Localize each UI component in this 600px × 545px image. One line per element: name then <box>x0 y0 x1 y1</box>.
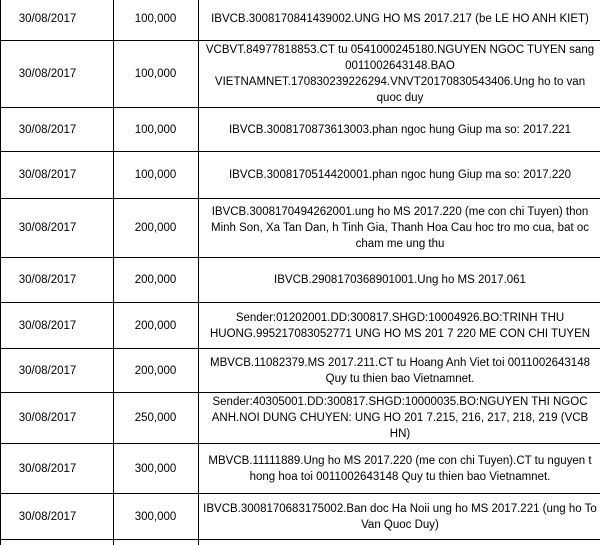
amount-cell: 200,000 <box>114 349 199 393</box>
date-cell <box>1 540 114 545</box>
amount-cell: 100,000 <box>114 108 199 152</box>
description-cell: IBVCB.3008170514420001.phan ngoc hung Giup ma so: 2017.220 <box>199 152 600 199</box>
description-cell: IBVCB.2908170368901001.Ung ho MS 2017.061 <box>199 258 600 303</box>
description-cell: VCBVT.84977818853.CT tu 0541000245180.NGUYEN NGOC TUYEN sang 0011002643148.BAO VIETNAMNET.170830239226294.VNVT20170830543406.Ung ho to van quoc duy <box>199 41 600 108</box>
date-cell: 30/08/2017 <box>1 494 114 540</box>
table-row <box>1 108 600 152</box>
table-row <box>1 199 600 258</box>
description-cell: MBVCB.11082379.MS 2017.211.CT tu Hoang Anh Viet toi 0011002643148 Quy tu thien bao Vietnamnet. <box>199 349 600 393</box>
table-row <box>1 393 600 444</box>
date-cell: 30/08/2017 <box>1 199 114 258</box>
description-cell: Sender:40305001.DD:300817.SHGD:10000035.BO:NGUYEN THI NGOC ANH.NOI DUNG CHUYEN: UNG HO 201 7.215, 216, 217, 218, 219 (VCB HN) <box>199 393 600 444</box>
table-row <box>1 444 600 494</box>
amount-cell: 100,000 <box>114 41 199 108</box>
amount-cell: 250,000 <box>114 393 199 444</box>
amount-cell: 300,000 <box>114 444 199 494</box>
date-cell: 30/08/2017 <box>1 393 114 444</box>
table-row-partial <box>1 540 600 545</box>
table-row <box>1 258 600 303</box>
date-cell: 30/08/2017 <box>1 152 114 199</box>
date-cell: 30/08/2017 <box>1 41 114 108</box>
table-row <box>1 303 600 349</box>
table-row <box>1 349 600 393</box>
description-cell: IBVCB.3008170841439002.UNG HO MS 2017.217 (be LE HO ANH KIET) <box>199 0 600 41</box>
description-cell: Sender:01202001.DD:300817.SHGD:10004926.BO:TRINH THU HUONG.995217083052771 UNG HO MS 201 7 220 ME CON CHI TUYEN <box>199 303 600 349</box>
amount-cell: 100,000 <box>114 152 199 199</box>
description-cell: IBVCB.3008170494262001.ung ho MS 2017.220 (me con chi Tuyen) thon Minh Son, Xa Tan Dan, h Tinh Gia, Thanh Hoa Cau hoc tro mo cua, bat oc cham me ung thu <box>199 199 600 258</box>
amount-cell: 200,000 <box>114 199 199 258</box>
amount-cell <box>114 540 199 545</box>
date-cell: 30/08/2017 <box>1 258 114 303</box>
amount-cell: 100,000 <box>114 0 199 41</box>
description-cell: MBVCB.11111889.Ung ho MS 2017.220 (me con chi Tuyen).CT tu nguyen t hong hoa toi 0011002643148 Quy tu thien bao Vietnamnet. <box>199 444 600 494</box>
date-cell: 30/08/2017 <box>1 0 114 41</box>
amount-cell: 200,000 <box>114 303 199 349</box>
amount-cell: 200,000 <box>114 258 199 303</box>
description-cell: IBVCB.3008170873613003.phan ngoc hung Giup ma so: 2017.221 <box>199 108 600 152</box>
date-cell: 30/08/2017 <box>1 108 114 152</box>
description-cell <box>199 540 600 545</box>
date-cell: 30/08/2017 <box>1 444 114 494</box>
description-cell: IBVCB.3008170683175002.Ban doc Ha Noii ung ho MS 2017.221 (ung ho To Van Quoc Duy) <box>199 494 600 540</box>
table-row <box>1 0 600 41</box>
table-row <box>1 494 600 540</box>
amount-cell: 300,000 <box>114 494 199 540</box>
table-row <box>1 152 600 199</box>
date-cell: 30/08/2017 <box>1 303 114 349</box>
date-cell: 30/08/2017 <box>1 349 114 393</box>
table-row <box>1 41 600 108</box>
